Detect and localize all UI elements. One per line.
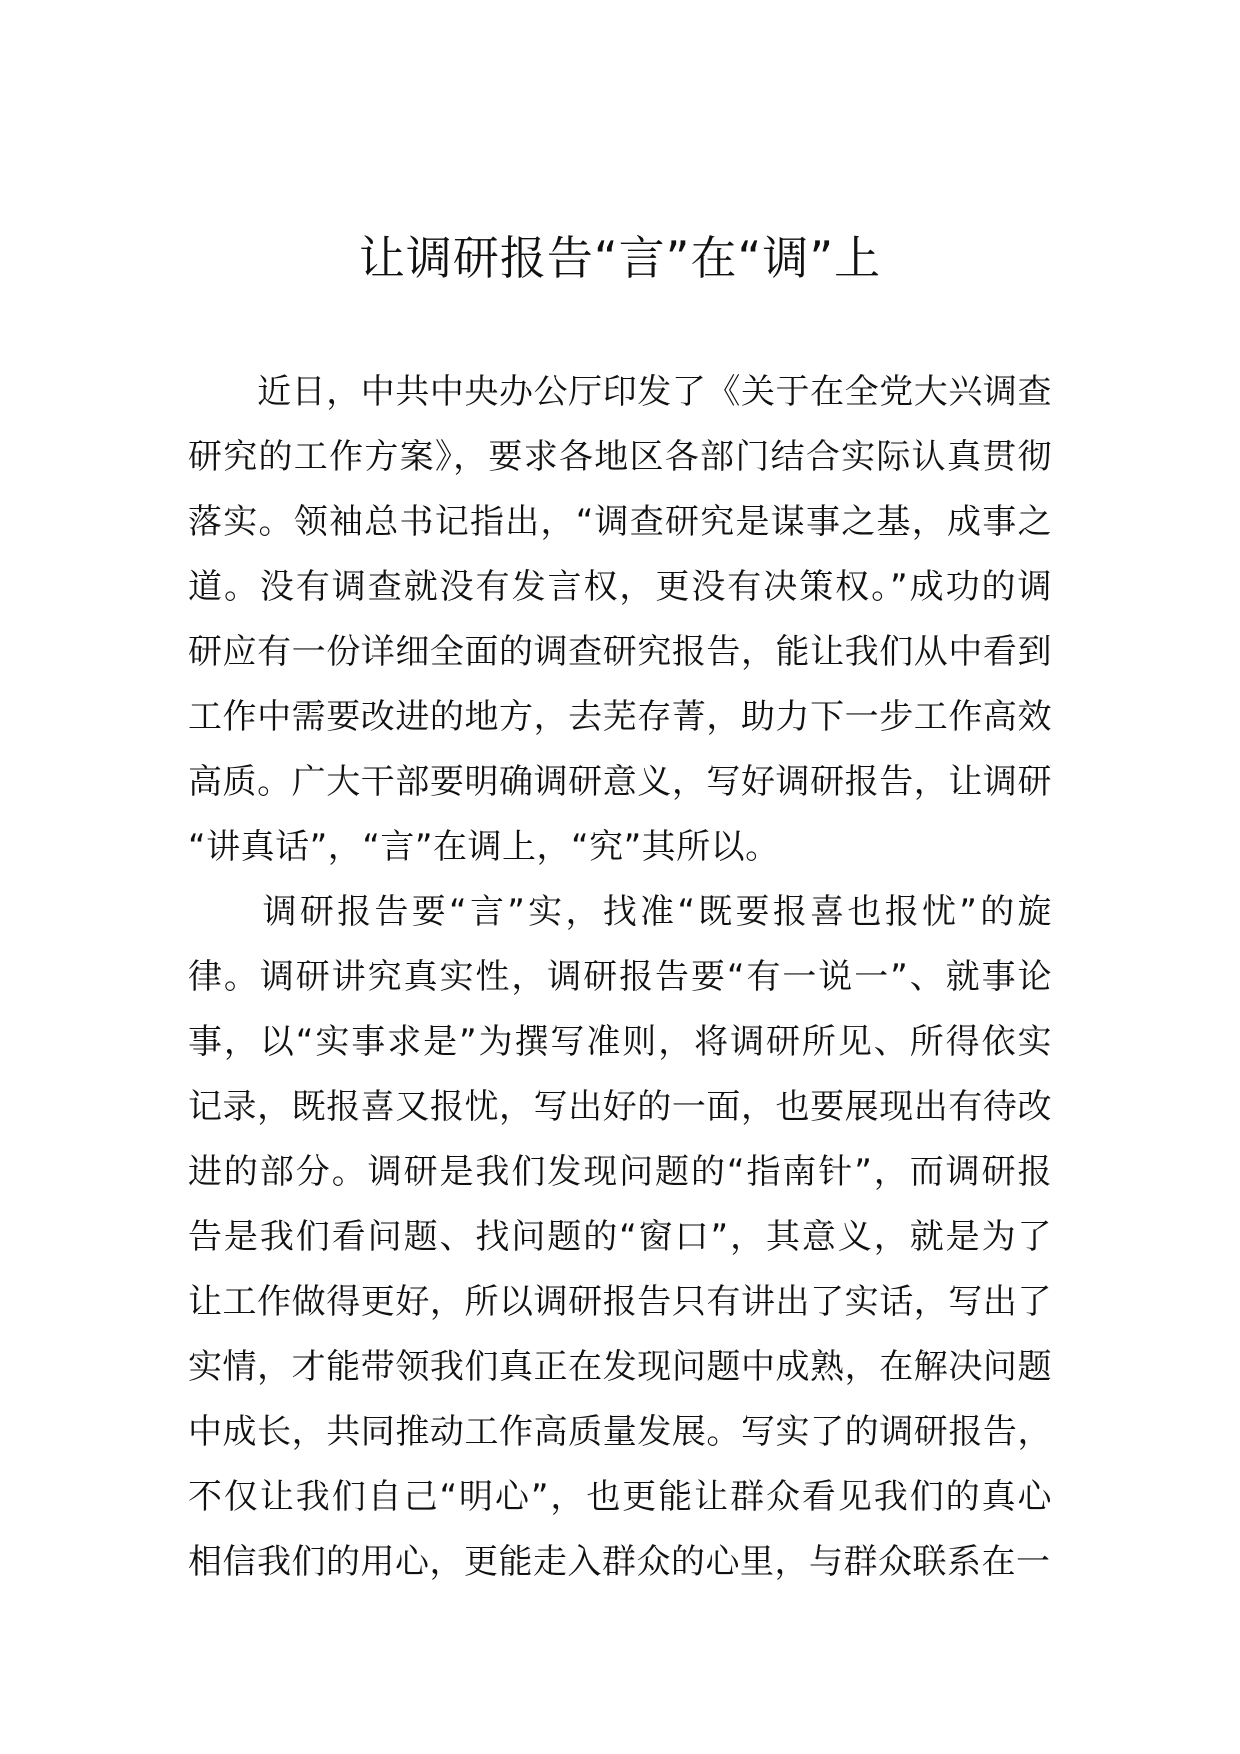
body-line-5: 研应有一份详细全面的调查研究报告，能让我们从中看到 xyxy=(188,632,1052,672)
body-line-12: 记录，既报喜又报忧，写出好的一面，也要展现出有待改 xyxy=(188,1087,1052,1127)
body-line-7: 高质。广大干部要明确调研意义，写好调研报告，让调研 xyxy=(188,762,1052,802)
body-line-2: 研究的工作方案》，要求各地区各部门结合实际认真贯彻 xyxy=(188,437,1052,477)
body-line-3: 落实。领袖总书记指出，“调查研究是谋事之基，成事之 xyxy=(188,502,1052,542)
body-line-18: 不仅让我们自己“明心”，也更能让群众看见我们的真心 xyxy=(188,1477,1052,1517)
body-line-10: 律。调研讲究真实性，调研报告要“有一说一”、就事论 xyxy=(188,957,1052,997)
body-line-14: 告是我们看问题、找问题的“窗口”，其意义，就是为了 xyxy=(188,1217,1052,1257)
body-line-16: 实情，才能带领我们真正在发现问题中成熟，在解决问题 xyxy=(188,1347,1052,1387)
body-line-6: 工作中需要改进的地方，去芜存菁，助力下一步工作高效 xyxy=(188,697,1052,737)
body-line-15: 让工作做得更好，所以调研报告只有讲出了实话，写出了 xyxy=(188,1282,1052,1322)
document-title: 让调研报告“言”在“调”上 xyxy=(358,231,882,285)
body-line-13: 进的部分。调研是我们发现问题的“指南针”，而调研报 xyxy=(188,1152,1052,1192)
body-line-4: 道。没有调查就没有发言权，更没有决策权。”成功的调 xyxy=(188,567,1052,607)
body-line-1: 近日，中共中央办公厅印发了《关于在全党大兴调查 xyxy=(188,372,1052,412)
body-line-17: 中成长，共同推动工作高质量发展。写实了的调研报告， xyxy=(188,1412,1052,1452)
body-line-11: 事，以“实事求是”为撰写准则，将调研所见、所得依实 xyxy=(188,1022,1052,1062)
body-line-19: 相信我们的用心，更能走入群众的心里，与群众联系在一 xyxy=(188,1542,1051,1582)
body-line-8: “讲真话”，“言”在调上，“究”其所以。 xyxy=(188,827,780,867)
body-line-9: 调研报告要“言”实，找准“既要报喜也报忧”的旋 xyxy=(188,892,1052,932)
document-body xyxy=(188,360,1052,1595)
